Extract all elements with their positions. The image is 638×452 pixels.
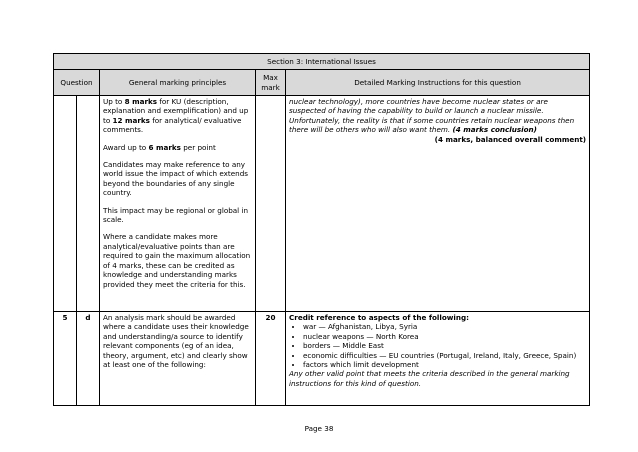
detail-text: nuclear technology), more countries have become nuclear states or are suspected of having the capability to build or launch a nuclear missile. Unfortunately, the reality is that if some countries retain nuclear weapons then there will be others who will also want them. [289, 97, 575, 135]
question-number: 5 [54, 312, 77, 406]
list-item: • borders — Middle East [303, 341, 586, 350]
principles-para-3: Candidates may make reference to any world issue the impact of which extends beyond the boundaries of any single country. [103, 160, 249, 198]
header-question: Question [54, 70, 100, 96]
credit-heading: Credit reference to aspects of the following: [289, 313, 470, 322]
list-item: • economic difficulties — EU countries (Portugal, Ireland, Italy, Greece, Spain) [303, 351, 586, 360]
section-title: Section 3: International Issues [54, 54, 590, 70]
list-item: • war — Afghanistan, Libya, Syria [303, 322, 586, 331]
table-row [54, 312, 590, 406]
header-instructions: Detailed Marking Instructions for this question [286, 70, 590, 96]
table-row [54, 96, 590, 312]
header-max-mark: Max mark [256, 70, 286, 96]
principles-para-5: Where a candidate makes more analytical/evaluative points than are required to gain the maximum allocation of 4 marks, these can be credited as knowledge and understanding marks provided they meet the criteria for this. [103, 232, 251, 289]
principles-para-2: Award up to 6 marks per point [103, 142, 216, 152]
principles-cell: An analysis mark should be awarded where a candidate uses their knowledge and understanding/a source to identify relevant components (eg of an idea, theory, argument, etc) and clearly show at least one of the following: [100, 312, 256, 406]
credit-list [289, 322, 586, 369]
detail-right: (4 marks, balanced overall comment) [434, 134, 587, 144]
instructions-cell [286, 312, 590, 406]
instructions-cell [286, 96, 590, 312]
principles-cell [100, 96, 256, 312]
list-item: • nuclear weapons — North Korea [303, 332, 586, 341]
header-principles: General marking principles [100, 70, 256, 96]
empty-cell [77, 96, 100, 312]
question-letter: d [77, 312, 100, 406]
detail-bold: (4 marks conclusion) [452, 125, 537, 135]
empty-cell [54, 96, 77, 312]
max-mark-cell [256, 96, 286, 312]
max-mark-value: 20 [256, 312, 286, 406]
list-item: • factors which limit development [303, 360, 586, 369]
principles-para-1: Up to 8 marks for KU (description, explanation and exemplification) and up to 12 marks for analytical/ evaluative comments. [103, 97, 249, 135]
marking-table [53, 53, 590, 406]
page-number: Page 38 [304, 424, 334, 433]
principles-para-4: This impact may be regional or global in scale. [103, 205, 249, 225]
closing-note: Any other valid point that meets the criteria described in the general marking instructions for this kind of question. [289, 369, 570, 388]
